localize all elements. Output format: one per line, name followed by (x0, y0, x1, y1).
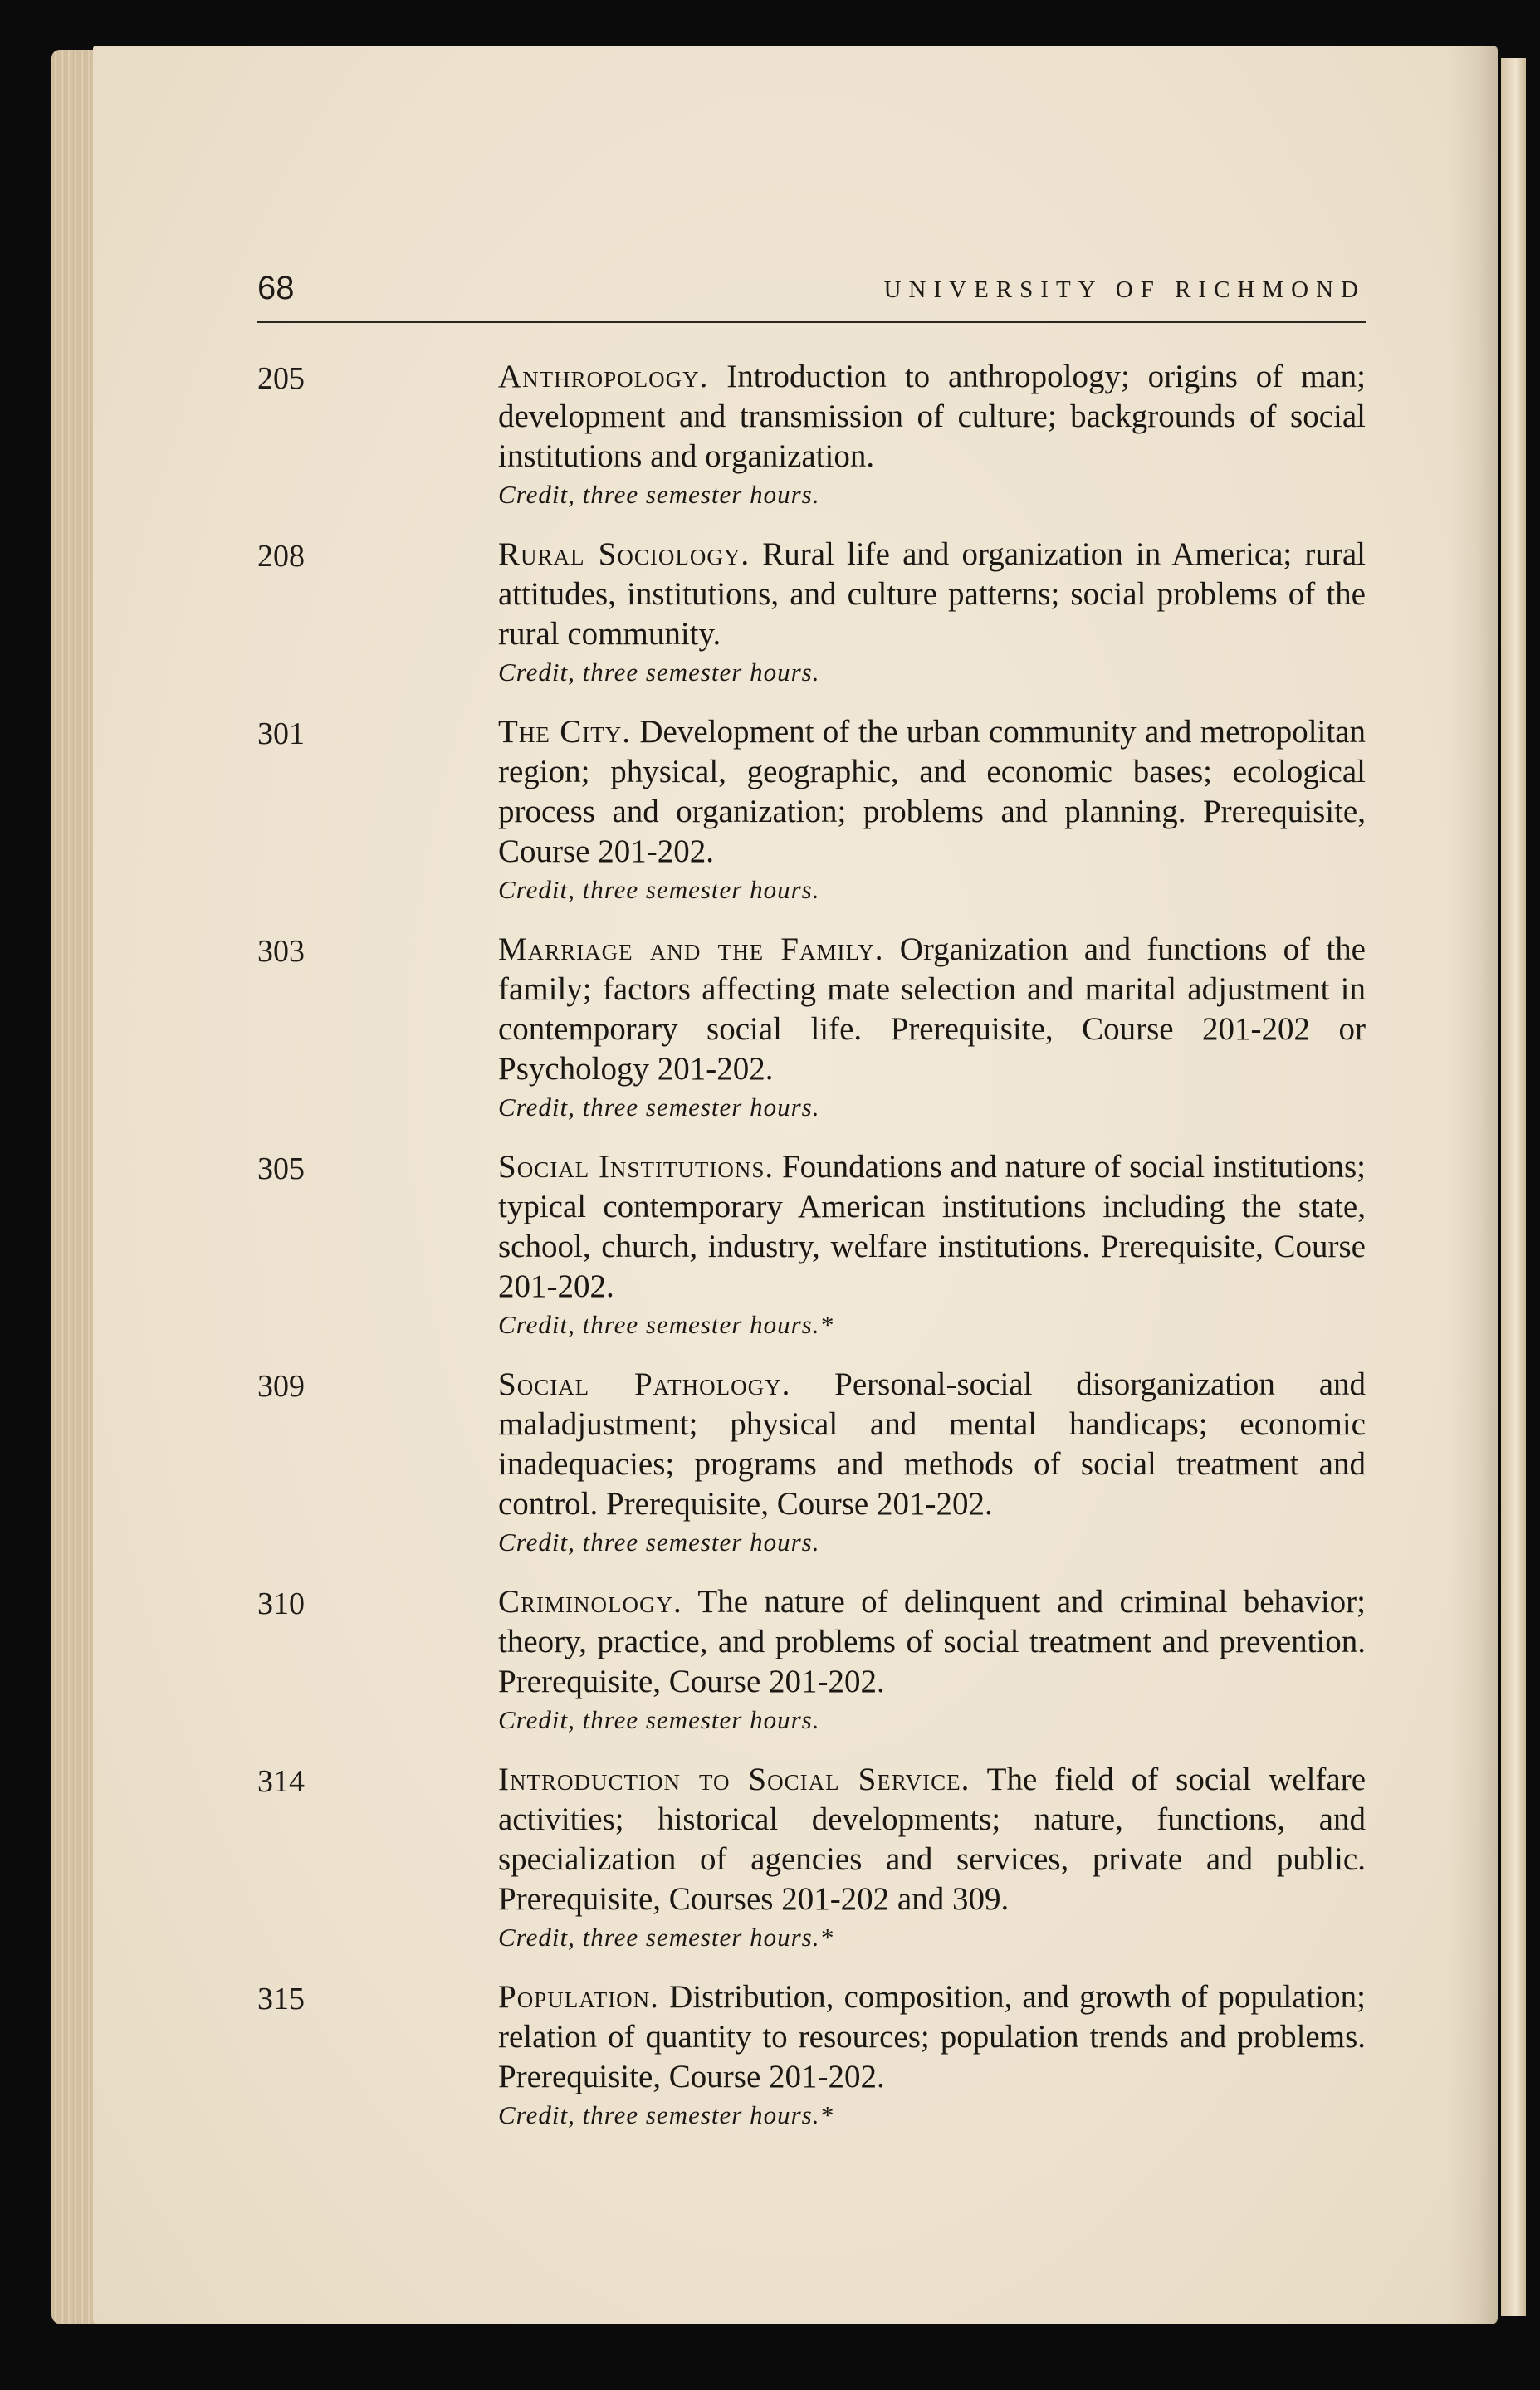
course-description (498, 1760, 1366, 1919)
course-credit: Credit, three semester hours. (498, 1527, 820, 1557)
course-title: Introduction to Social Service. (498, 1762, 970, 1797)
course-entry (257, 1977, 1366, 2133)
course-title: Population. (498, 1979, 659, 2015)
course-title: Rural Sociology. (498, 536, 750, 572)
course-text: The field of social welfare activities; historical developments; nature, functions, and specialization of agencies and services, private and public. Prerequisite, Courses 201-202 and 309. (498, 1762, 1366, 1917)
course-description (498, 712, 1366, 872)
course-credit: Credit, three semester hours. (498, 657, 820, 687)
course-number: 303 (257, 934, 305, 969)
course-entry (257, 357, 1366, 513)
course-number: 301 (257, 716, 305, 751)
course-text: Distribution, composition, and growth of population; relation of quantity to resources; population trends and problems. Prerequisite, Course 201-202. (498, 1979, 1366, 2094)
course-title: Criminology. (498, 1584, 682, 1620)
course-text: Organization and functions of the family; factors affecting mate selection and marital adjustment in contemporary social life. Prerequisite, Course 201-202 or Psychology 201-202. (498, 931, 1366, 1087)
course-credit: Credit, three semester hours. (498, 1092, 820, 1122)
course-description (498, 1977, 1366, 2097)
course-text: Development of the urban community and metropolitan region; physical, geographic, and economic bases; ecological process and organization; problems and planning. Prerequisite, Course 201-202. (498, 714, 1366, 869)
course-entry (257, 712, 1366, 908)
course-title: The City. (498, 714, 631, 750)
course-number: 305 (257, 1151, 305, 1186)
course-credit: Credit, three semester hours. (498, 480, 820, 509)
course-entry (257, 1760, 1366, 1956)
course-title: Marriage and the Family. (498, 931, 884, 967)
course-text: Rural life and organization in America; rural attitudes, institutions, and culture patterns; social problems of the rural community. (498, 536, 1366, 652)
course-credit: Credit, three semester hours.* (498, 1923, 834, 1952)
course-title: Anthropology. (498, 359, 709, 394)
course-number: 309 (257, 1369, 305, 1404)
course-number: 310 (257, 1586, 305, 1621)
course-description (498, 535, 1366, 654)
course-list (257, 357, 1366, 2155)
running-head: UNIVERSITY OF RICHMOND (883, 276, 1366, 303)
course-text: The nature of delinquent and criminal behavior; theory, practice, and problems of social treatment and prevention. Prerequisite, Course 201-202. (498, 1584, 1366, 1699)
course-entry (257, 535, 1366, 691)
course-description (498, 1365, 1366, 1524)
course-credit: Credit, three semester hours. (498, 875, 820, 904)
page-number: 68 (257, 270, 295, 306)
course-entry (257, 1365, 1366, 1561)
course-text: Foundations and nature of social institutions; typical contemporary American institutions including the state, school, church, industry, welfare institutions. Prerequisite, Course 201-202. (498, 1149, 1366, 1304)
course-text: Introduction to anthropology; origins of man; development and transmission of culture; backgrounds of social institutions and organization. (498, 359, 1366, 474)
course-entry (257, 930, 1366, 1126)
course-description (498, 1582, 1366, 1702)
course-description (498, 930, 1366, 1089)
course-number: 315 (257, 1982, 305, 2016)
course-credit: Credit, three semester hours.* (498, 1310, 834, 1339)
course-description (498, 1147, 1366, 1307)
course-entry (257, 1582, 1366, 1738)
course-number: 208 (257, 539, 305, 574)
course-credit: Credit, three semester hours.* (498, 2100, 834, 2129)
course-description (498, 357, 1366, 477)
gutter-shadow (1448, 46, 1498, 2324)
course-title: Social Pathology. (498, 1366, 791, 1402)
facing-page-edge (1501, 58, 1526, 2316)
page-header (257, 270, 1366, 323)
course-title: Social Institutions. (498, 1149, 775, 1185)
course-text: Personal-social disorganization and maladjustment; physical and mental handicaps; economic inadequacies; programs and methods of social treatment and control. Prerequisite, Course 201-202. (498, 1366, 1366, 1522)
course-number: 205 (257, 361, 305, 396)
course-entry (257, 1147, 1366, 1343)
course-credit: Credit, three semester hours. (498, 1705, 820, 1734)
course-number: 314 (257, 1764, 305, 1799)
